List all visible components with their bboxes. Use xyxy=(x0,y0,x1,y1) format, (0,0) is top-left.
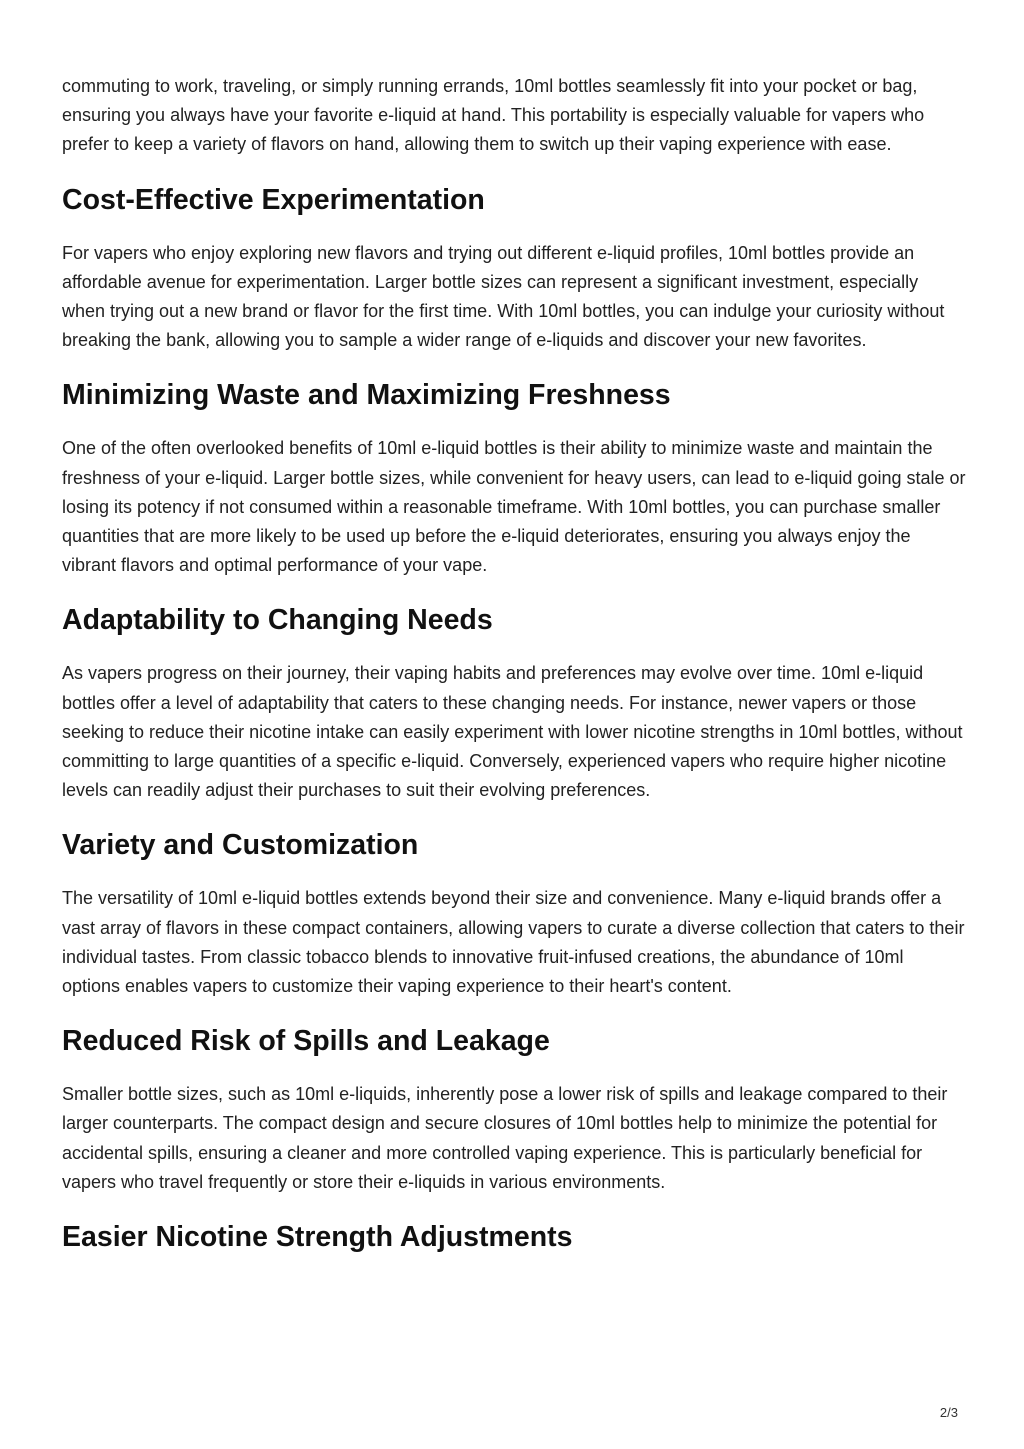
paragraph-cost-effective-experimentation: For vapers who enjoy exploring new flavors and trying out different e-liquid profiles, 10ml bottles provide an affordable avenue for experimentation. Larger bottle sizes can represent a significant investment, especially when trying out a new brand or flavor for the first time. With 10ml bottles, you can indulge your curiosity without breaking the bank, allowing you to sample a wider range of e-liquids and discover your new favorites. xyxy=(62,242,945,351)
heading-minimizing-waste: Minimizing Waste and Maximizing Freshness xyxy=(62,379,671,412)
heading-cost-effective-experimentation: Cost-Effective Experimentation xyxy=(62,183,485,216)
paragraph-adaptability: As vapers progress on their journey, their vaping habits and preferences may evolve over time. 10ml e-liquid bottles offer a level of adaptability that caters to these changing needs. For instance, newer vapers or those seeking to reduce their nicotine intake can easily experiment with lower nicotine strengths in 10ml bottles, without committing to large quantities of a specific e-liquid. Conversely, experienced vapers who require higher nicotine levels can readily adjust their purchases to suit their evolving preferences. xyxy=(62,663,963,801)
heading-variety-customization: Variety and Customization xyxy=(62,829,419,862)
paragraph-variety-customization: The versatility of 10ml e-liquid bottles extends beyond their size and convenience. Many e-liquid brands offer a vast array of flavors in these compact containers, allowing vapers to curate a diverse collection that caters to their individual tastes. From classic tobacco blends to innovative fruit-infused creations, the abundance of 10ml options enables vapers to customize their vaping experience to their heart's content. xyxy=(62,888,965,997)
paragraph-minimizing-waste: One of the often overlooked benefits of 10ml e-liquid bottles is their ability to minimize waste and maintain the freshness of your e-liquid. Larger bottle sizes, while convenient for heavy users, can lead to e-liquid going stale or losing its potency if not consumed within a reasonable timeframe. With 10ml bottles, you can purchase smaller quantities that are more likely to be used up before the e-liquid deteriorates, ensuring you always enjoy the vibrant flavors and optimal performance of your vape. xyxy=(62,438,966,576)
heading-nicotine-strength: Easier Nicotine Strength Adjustments xyxy=(62,1221,573,1254)
paragraph-reduced-risk-spills: Smaller bottle sizes, such as 10ml e-liquids, inherently pose a lower risk of spills and leakage compared to their larger counterparts. The compact design and secure closures of 10ml bottles help to minimize the potential for accidental spills, ensuring a cleaner and more controlled vaping experience. This is particularly beneficial for vapers who travel frequently or store their e-liquids in various environments. xyxy=(62,1084,948,1192)
heading-reduced-risk-spills: Reduced Risk of Spills and Leakage xyxy=(62,1025,550,1058)
document-page xyxy=(62,72,966,1254)
heading-adaptability: Adaptability to Changing Needs xyxy=(62,604,493,637)
intro-paragraph: commuting to work, traveling, or simply running errands, 10ml bottles seamlessly fit into your pocket or bag, ensuring you always have your favorite e-liquid at hand. This portability is especially valuable for vapers who prefer to keep a variety of flavors on hand, allowing them to switch up their vaping experience with ease. xyxy=(62,76,925,155)
page-number: 2/3 xyxy=(939,1405,958,1420)
